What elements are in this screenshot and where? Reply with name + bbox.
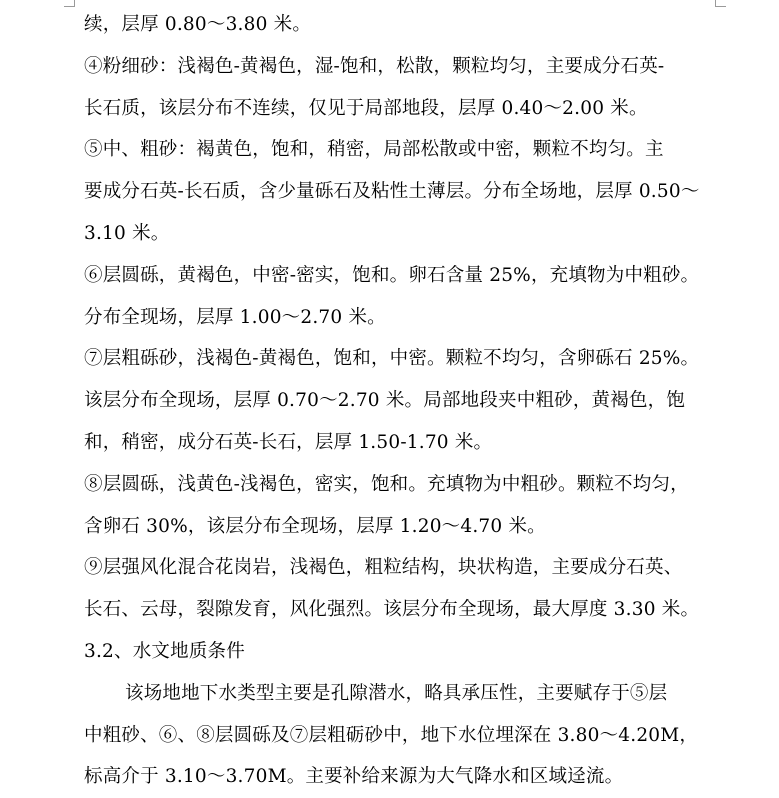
crop-mark-top-left [64,0,75,7]
text-line: 中粗砂、⑥、⑧层圆砾及⑦层粗砺砂中，地下水位埋深在 3.80～4.20M， [84,724,699,746]
text-line: ⑥层圆砾，黄褐色，中密-密实，饱和。卵石含量 25%，充填物为中粗砂。 [84,264,700,286]
text-line: 续，层厚 0.80～3.80 米。 [84,14,312,35]
text-line: ⑧层圆砾，浅黄色-浅褐色，密实，饱和。充填物为中粗砂。颗粒不均匀， [84,473,689,495]
text-line: ⑨层强风化混合花岗岩，浅褐色，粗粒结构，块状构造，主要成分石英、 [84,557,683,579]
text-line: 要成分石英-长石质，含少量砾石及粘性土薄层。分布全场地，层厚 0.50～ [84,181,700,203]
text-line: 含卵石 30%，该层分布全现场，层厚 1.20～4.70 米。 [84,515,546,537]
text-line: ⑦层粗砾砂，浅褐色-黄褐色，饱和，中密。颗粒不均匀，含卵砾石 25%。 [84,348,700,370]
text-line: 和，稍密，成分石英-长石，层厚 1.50-1.70 米。 [84,431,493,453]
text-line: 标高介于 3.10～3.70M。主要补给来源为大气降水和区域迳流。 [84,766,624,788]
crop-mark-top-right [715,0,726,7]
document-body [84,4,716,798]
text-line: 该层分布全现场，层厚 0.70～2.70 米。局部地段夹中粗砂，黄褐色，饱 [84,390,686,412]
text-line: 长石质，该层分布不连续，仅见于局部地段，层厚 0.40～2.00 米。 [84,97,648,119]
text-line: ⑤中、粗砂：褐黄色，饱和，稍密，局部松散或中密，颗粒不均匀。主 [84,139,664,161]
text-line: ④粉细砂：浅褐色-黄褐色，湿-饱和，松散，颗粒均匀，主要成分石英- [84,55,665,77]
text-line: 3.10 米。 [84,222,170,244]
section-heading: 3.2、水文地质条件 [84,640,245,662]
text-line: 该场地地下水类型主要是孔隙潜水，略具承压性，主要赋存于⑤层 [125,682,668,704]
text-line: 分布全现场，层厚 1.00～2.70 米。 [84,306,386,328]
text-line: 长石、云母，裂隙发育，风化强烈。该层分布全现场，最大厚度 3.30 米。 [84,599,700,621]
